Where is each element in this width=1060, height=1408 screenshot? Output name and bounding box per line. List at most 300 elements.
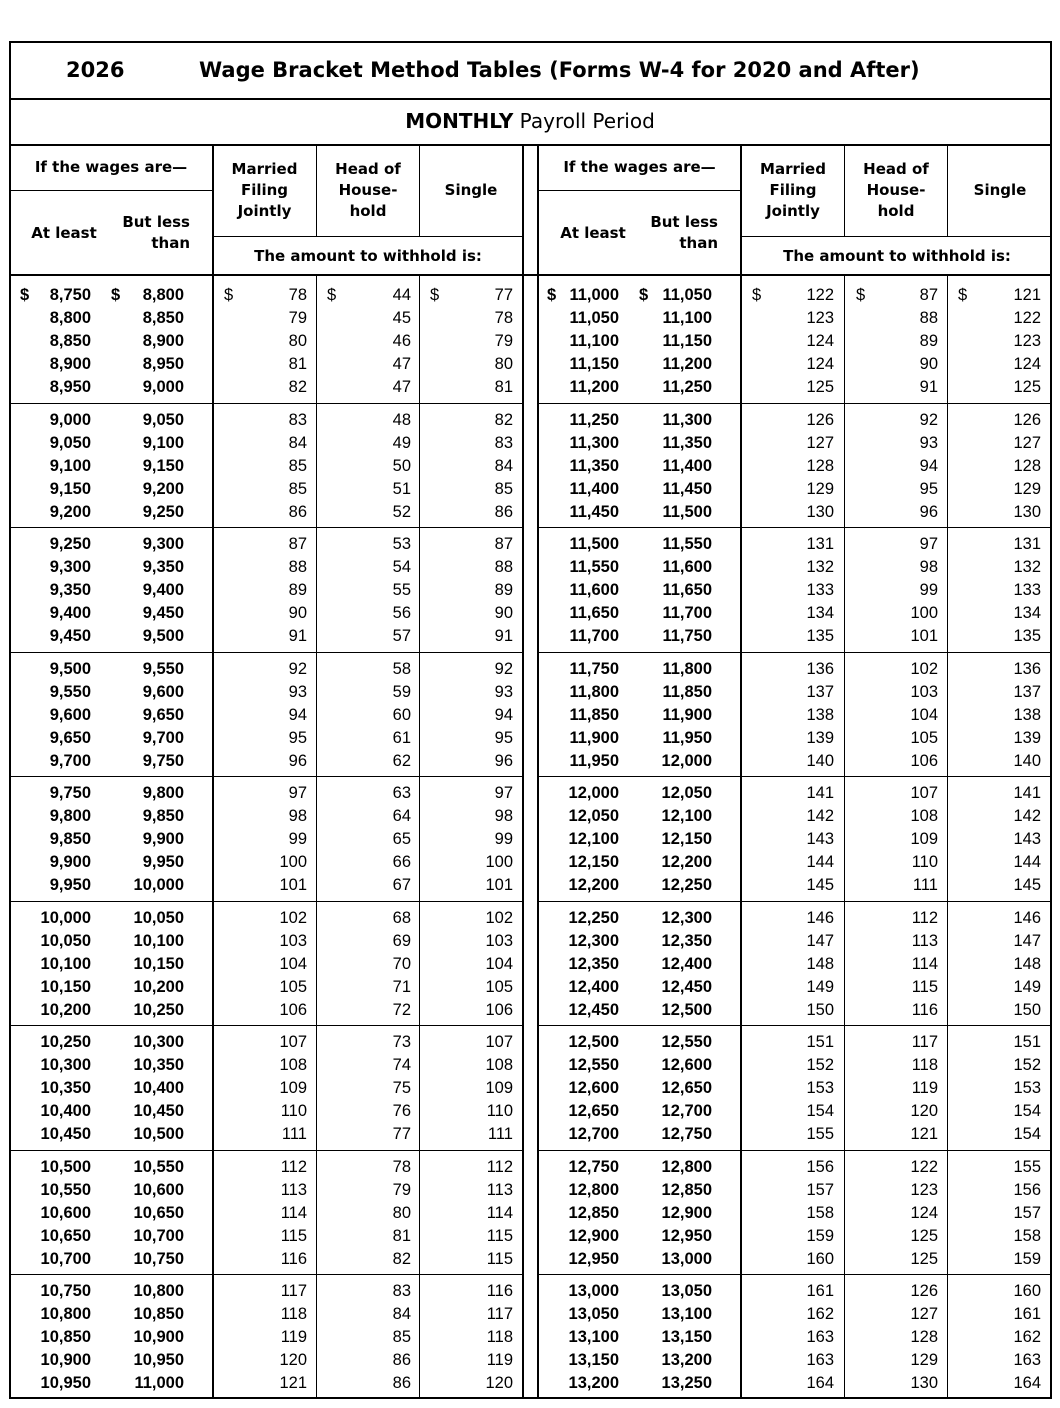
withhold-header-right: The amount to withhold is: — [783, 247, 1011, 265]
payroll-period — [0, 111, 1060, 131]
wage-at-least-left: 9,150 — [49, 479, 91, 498]
wage-at-least-right: 11,950 — [569, 751, 619, 770]
wage-but-less-than-right: 12,750 — [661, 1125, 712, 1143]
divider-v5 — [419, 276, 420, 1399]
withhold-single-left: 79 — [494, 332, 513, 350]
group-separator-right — [538, 1025, 1052, 1026]
wage-but-less-than-right: 12,150 — [661, 830, 712, 848]
withhold-head-right: 95 — [919, 479, 938, 498]
withhold-married-right: 163 — [806, 1351, 834, 1369]
wage-but-less-than-right: 12,400 — [661, 954, 712, 973]
withhold-single-right: 149 — [1013, 977, 1041, 996]
withhold-single-left: 115 — [486, 1249, 513, 1268]
withhold-head-left: 79 — [392, 1180, 411, 1199]
currency-symbol: $ — [547, 286, 557, 304]
withhold-head-left: 75 — [392, 1079, 411, 1097]
withhold-single-right: 128 — [1013, 456, 1041, 475]
wage-but-less-than-left: 8,900 — [142, 332, 184, 350]
withhold-married-left: 93 — [288, 682, 307, 701]
wage-but-less-than-left: 10,450 — [133, 1102, 184, 1120]
withhold-single-right: 150 — [1013, 1000, 1041, 1019]
wage-but-less-than-left: 9,100 — [142, 433, 184, 452]
withhold-married-left: 112 — [280, 1157, 307, 1176]
married-header-right: Married Filing Jointly — [760, 160, 826, 220]
wage-but-less-than-right: 13,200 — [661, 1351, 712, 1369]
withhold-married-right: 132 — [806, 558, 834, 576]
wage-at-least-left: 10,700 — [40, 1249, 91, 1268]
withhold-single-right: 157 — [1013, 1203, 1041, 1222]
withhold-single-left: 88 — [494, 558, 513, 576]
withhold-married-right: 133 — [806, 581, 834, 599]
group-separator-left — [9, 1025, 523, 1026]
wage-but-less-than-left: 9,300 — [142, 535, 184, 553]
wage-but-less-than-left: 10,100 — [133, 931, 184, 950]
wage-at-least-left: 9,700 — [49, 751, 91, 770]
wage-but-less-than-left: 10,950 — [133, 1351, 184, 1369]
wage-at-least-right: 12,500 — [568, 1033, 619, 1051]
withhold-married-right: 164 — [806, 1374, 834, 1392]
wage-at-least-left: 8,800 — [49, 309, 91, 327]
wage-at-least-left: 9,100 — [49, 456, 91, 475]
withhold-single-right: 144 — [1013, 853, 1041, 871]
wage-at-least-left: 9,400 — [49, 604, 91, 622]
withhold-married-left: 107 — [279, 1033, 307, 1051]
withhold-single-left: 117 — [486, 1305, 513, 1323]
withhold-married-right: 122 — [806, 286, 834, 304]
wage-at-least-left: 9,350 — [49, 581, 91, 599]
withhold-married-right: 126 — [806, 410, 834, 429]
wage-but-less-than-left: 9,650 — [142, 705, 184, 724]
at-least-left: At least — [31, 224, 97, 242]
currency-symbol: $ — [856, 286, 866, 304]
wage-but-less-than-left: 10,050 — [133, 908, 184, 927]
wage-but-less-than-left: 10,700 — [133, 1226, 184, 1245]
withhold-head-left: 70 — [392, 954, 411, 973]
wage-at-least-right: 11,150 — [569, 355, 619, 373]
withhold-head-left: 64 — [392, 807, 411, 825]
wage-but-less-than-left: 9,200 — [142, 479, 184, 498]
withhold-married-left: 97 — [288, 784, 307, 802]
currency-symbol: $ — [639, 286, 649, 304]
withhold-head-left: 80 — [392, 1203, 411, 1222]
withhold-head-right: 128 — [910, 1328, 938, 1346]
currency-symbol: $ — [20, 286, 30, 304]
wage-but-less-than-left: 9,850 — [142, 807, 184, 825]
wage-but-less-than-left: 10,750 — [133, 1249, 184, 1268]
wage-but-less-than-left: 10,200 — [133, 977, 184, 996]
wage-but-less-than-right: 11,600 — [662, 558, 712, 576]
withhold-married-left: 114 — [280, 1203, 307, 1222]
withhold-single-left: 81 — [494, 378, 513, 396]
withhold-head-right: 112 — [911, 908, 938, 927]
wage-at-least-right: 12,200 — [568, 876, 619, 894]
withhold-head-left: 51 — [392, 479, 411, 498]
withhold-head-left: 53 — [392, 535, 411, 553]
wage-at-least-right: 12,700 — [568, 1125, 619, 1143]
withhold-single-right: 154 — [1013, 1125, 1041, 1143]
wage-but-less-than-left: 10,800 — [133, 1282, 184, 1300]
wage-at-least-left: 10,750 — [40, 1282, 91, 1300]
withhold-married-left: 110 — [280, 1102, 307, 1120]
wage-at-least-left: 10,650 — [40, 1226, 91, 1245]
wage-at-least-right: 11,850 — [569, 705, 619, 724]
wage-but-less-than-right: 11,850 — [662, 682, 712, 701]
withhold-single-left: 118 — [486, 1328, 513, 1346]
withhold-single-left: 96 — [494, 751, 513, 770]
withhold-single-left: 109 — [485, 1079, 513, 1097]
wage-at-least-left: 10,400 — [40, 1102, 91, 1120]
withhold-married-left: 78 — [288, 286, 307, 304]
wage-but-less-than-left: 10,850 — [133, 1305, 184, 1323]
withhold-married-left: 81 — [288, 355, 307, 373]
withhold-single-right: 139 — [1013, 728, 1041, 747]
withhold-head-left: 74 — [392, 1056, 411, 1074]
wage-but-less-than-right: 11,100 — [662, 309, 712, 327]
withhold-married-right: 157 — [806, 1180, 834, 1199]
withhold-married-right: 147 — [806, 931, 834, 950]
wage-but-less-than-right: 11,050 — [662, 286, 712, 304]
wage-but-less-than-left: 10,300 — [133, 1033, 184, 1051]
withhold-head-left: 49 — [392, 433, 411, 452]
withhold-head-left: 84 — [392, 1305, 411, 1323]
withhold-head-left: 54 — [392, 558, 411, 576]
withhold-head-right: 117 — [911, 1033, 938, 1051]
wage-at-least-left: 10,450 — [40, 1125, 91, 1143]
withhold-head-left: 63 — [392, 784, 411, 802]
wage-at-least-left: 8,850 — [49, 332, 91, 350]
withhold-head-right: 91 — [919, 378, 938, 396]
wage-but-less-than-right: 12,350 — [661, 931, 712, 950]
withhold-head-right: 100 — [910, 604, 938, 622]
wage-at-least-right: 12,450 — [568, 1000, 619, 1019]
withhold-single-left: 84 — [494, 456, 513, 475]
wage-at-least-right: 12,750 — [568, 1157, 619, 1176]
wage-but-less-than-right: 13,000 — [661, 1249, 712, 1268]
withhold-head-right: 119 — [911, 1079, 938, 1097]
withhold-married-right: 140 — [806, 751, 834, 770]
withhold-head-left: 76 — [392, 1102, 411, 1120]
withhold-married-right: 129 — [806, 479, 834, 498]
wage-at-least-left: 8,950 — [49, 378, 91, 396]
withhold-married-right: 134 — [806, 604, 834, 622]
wage-but-less-than-right: 12,500 — [661, 1000, 712, 1019]
withhold-married-right: 124 — [806, 332, 834, 350]
table-title: Wage Bracket Method Tables (Forms W-4 for 2020 and After) — [199, 58, 920, 82]
withhold-married-left: 103 — [279, 931, 307, 950]
wage-at-least-right: 11,350 — [569, 456, 619, 475]
withhold-married-right: 161 — [806, 1282, 834, 1300]
wage-but-less-than-right: 11,500 — [662, 502, 712, 521]
withhold-head-left: 69 — [392, 931, 411, 950]
wage-but-less-than-left: 8,850 — [142, 309, 184, 327]
withhold-head-right: 114 — [911, 954, 938, 973]
withhold-head-left: 77 — [392, 1125, 411, 1143]
wage-at-least-left: 10,100 — [40, 954, 91, 973]
withhold-single-left: 87 — [494, 535, 513, 553]
at-least-right: At least — [560, 224, 626, 242]
wage-but-less-than-left: 9,950 — [142, 853, 184, 871]
withhold-single-left: 106 — [485, 1000, 513, 1019]
withhold-married-right: 145 — [806, 876, 834, 894]
wage-but-less-than-left: 9,350 — [142, 558, 184, 576]
withhold-single-left: 93 — [494, 682, 513, 701]
withhold-head-left: 85 — [392, 1328, 411, 1346]
wage-at-least-left: 10,000 — [40, 908, 91, 927]
wage-but-less-than-right: 11,250 — [662, 378, 712, 396]
divider-v8 — [740, 145, 742, 1399]
withhold-head-left: 46 — [392, 332, 411, 350]
single-header-right: Single — [973, 181, 1027, 199]
withhold-single-left: 111 — [487, 1125, 513, 1143]
wages-label-right: If the wages are— — [563, 158, 716, 176]
withhold-head-right: 96 — [919, 502, 938, 521]
withhold-single-right: 162 — [1013, 1328, 1041, 1346]
wage-at-least-left: 9,300 — [49, 558, 91, 576]
wage-but-less-than-right: 13,050 — [661, 1282, 712, 1300]
wage-but-less-than-left: 10,250 — [133, 1000, 184, 1019]
wage-at-least-left: 9,500 — [49, 659, 91, 678]
group-separator-left — [9, 652, 523, 653]
withhold-single-left: 78 — [494, 309, 513, 327]
withhold-head-left: 47 — [392, 378, 411, 396]
wage-but-less-than-right: 12,050 — [661, 784, 712, 802]
wage-but-less-than-left: 9,250 — [142, 502, 184, 521]
wage-but-less-than-right: 11,550 — [662, 535, 712, 553]
withhold-head-left: 65 — [392, 830, 411, 848]
withhold-single-left: 120 — [485, 1374, 513, 1392]
withhold-single-right: 158 — [1013, 1226, 1041, 1245]
wage-at-least-left: 10,600 — [40, 1203, 91, 1222]
currency-symbol: $ — [111, 286, 121, 304]
divider-v1 — [212, 145, 214, 1399]
wage-at-least-right: 12,800 — [568, 1180, 619, 1199]
withhold-single-right: 146 — [1013, 908, 1041, 927]
withhold-head-right: 129 — [910, 1351, 938, 1369]
withhold-head-right: 115 — [911, 977, 938, 996]
withhold-single-right: 131 — [1013, 535, 1041, 553]
group-separator-right — [538, 1150, 1052, 1151]
withhold-single-right: 137 — [1013, 682, 1041, 701]
withhold-single-left: 102 — [485, 908, 513, 927]
withhold-married-right: 162 — [806, 1305, 834, 1323]
withhold-married-right: 123 — [806, 309, 834, 327]
wage-but-less-than-right: 12,650 — [661, 1079, 712, 1097]
group-separator-left — [9, 1150, 523, 1151]
withhold-single-right: 151 — [1013, 1033, 1041, 1051]
wage-but-less-than-left: 10,000 — [133, 876, 184, 894]
wage-at-least-left: 10,300 — [40, 1056, 91, 1074]
wage-at-least-left: 10,150 — [40, 977, 91, 996]
withhold-married-left: 80 — [288, 332, 307, 350]
withhold-married-right: 156 — [806, 1157, 834, 1176]
withhold-married-left: 94 — [288, 705, 307, 724]
withhold-single-left: 104 — [485, 954, 513, 973]
withhold-single-left: 82 — [494, 410, 513, 429]
group-separator-left — [9, 776, 523, 777]
wage-but-less-than-left: 8,800 — [142, 286, 184, 304]
group-separator-right — [538, 652, 1052, 653]
withhold-married-left: 118 — [280, 1305, 307, 1323]
wage-at-least-right: 11,800 — [569, 682, 619, 701]
withhold-head-left: 50 — [392, 456, 411, 475]
wage-at-least-right: 11,200 — [569, 378, 619, 396]
wage-at-least-left: 9,550 — [49, 682, 91, 701]
withhold-single-right: 143 — [1013, 830, 1041, 848]
wage-but-less-than-right: 12,250 — [661, 876, 712, 894]
withhold-head-left: 72 — [392, 1000, 411, 1019]
withhold-head-right: 107 — [910, 784, 938, 802]
withhold-head-right: 94 — [919, 456, 938, 475]
wage-but-less-than-right: 11,650 — [662, 581, 712, 599]
wage-at-least-right: 12,150 — [568, 853, 619, 871]
wage-but-less-than-right: 12,900 — [661, 1203, 712, 1222]
withhold-single-right: 134 — [1013, 604, 1041, 622]
wage-but-less-than-left: 9,750 — [142, 751, 184, 770]
wage-at-least-left: 9,250 — [49, 535, 91, 553]
wage-at-least-left: 9,750 — [49, 784, 91, 802]
wage-but-less-than-right: 11,950 — [662, 728, 712, 747]
wage-but-less-than-left: 10,400 — [133, 1079, 184, 1097]
wage-at-least-right: 12,550 — [568, 1056, 619, 1074]
wage-but-less-than-left: 9,900 — [142, 830, 184, 848]
wage-but-less-than-left: 11,000 — [134, 1374, 184, 1392]
wage-but-less-than-right: 12,700 — [661, 1102, 712, 1120]
withhold-head-right: 127 — [910, 1305, 938, 1323]
withhold-single-left: 97 — [494, 784, 513, 802]
group-separator-right — [538, 527, 1052, 528]
withhold-single-right: 123 — [1013, 332, 1041, 350]
withhold-married-left: 99 — [288, 830, 307, 848]
wage-at-least-left: 10,850 — [40, 1328, 91, 1346]
withhold-married-left: 85 — [288, 456, 307, 475]
wage-but-less-than-left: 9,050 — [142, 410, 184, 429]
withhold-single-left: 119 — [486, 1351, 513, 1369]
wage-at-least-left: 9,800 — [49, 807, 91, 825]
wage-but-less-than-right: 11,700 — [662, 604, 712, 622]
wage-at-least-right: 11,750 — [569, 659, 619, 678]
wage-at-least-right: 12,850 — [568, 1203, 619, 1222]
withhold-single-right: 152 — [1013, 1056, 1041, 1074]
group-separator-right — [538, 776, 1052, 777]
wage-but-less-than-right: 11,400 — [662, 456, 712, 475]
wage-at-least-right: 11,700 — [569, 627, 619, 645]
withhold-married-left: 101 — [279, 876, 307, 894]
withhold-married-right: 155 — [806, 1125, 834, 1143]
wage-at-least-right: 11,600 — [569, 581, 619, 599]
withhold-single-left: 80 — [494, 355, 513, 373]
withhold-head-right: 105 — [910, 728, 938, 747]
withhold-head-right: 90 — [919, 355, 938, 373]
withhold-married-right: 150 — [806, 1000, 834, 1019]
withhold-head-right: 125 — [910, 1226, 938, 1245]
withhold-single-right: 163 — [1013, 1351, 1041, 1369]
wage-but-less-than-right: 11,200 — [662, 355, 712, 373]
withhold-married-left: 83 — [288, 410, 307, 429]
withhold-single-left: 108 — [485, 1056, 513, 1074]
withhold-head-left: 57 — [392, 627, 411, 645]
withhold-single-right: 164 — [1013, 1374, 1041, 1392]
group-separator-left — [9, 527, 523, 528]
wage-at-least-right: 12,900 — [568, 1226, 619, 1245]
withhold-married-right: 138 — [806, 705, 834, 724]
withhold-head-left: 83 — [392, 1282, 411, 1300]
wage-but-less-than-left: 9,450 — [142, 604, 184, 622]
withhold-married-left: 111 — [281, 1125, 307, 1143]
wage-at-least-right: 13,200 — [568, 1374, 619, 1392]
wage-at-least-right: 11,550 — [569, 558, 619, 576]
withhold-head-right: 120 — [910, 1102, 938, 1120]
withhold-married-left: 91 — [288, 627, 307, 645]
withhold-head-right: 113 — [911, 931, 938, 950]
withhold-married-left: 109 — [279, 1079, 307, 1097]
withhold-married-left: 121 — [279, 1374, 307, 1392]
withhold-head-right: 103 — [910, 682, 938, 701]
withhold-single-left: 89 — [494, 581, 513, 599]
wage-but-less-than-right: 13,250 — [661, 1374, 712, 1392]
withhold-divider-right — [741, 236, 1052, 237]
but-less-than-right: But less than — [650, 213, 718, 252]
wage-at-least-right: 12,350 — [568, 954, 619, 973]
withhold-single-right: 121 — [1013, 286, 1041, 304]
wage-but-less-than-left: 10,600 — [133, 1180, 184, 1199]
withhold-single-left: 92 — [494, 659, 513, 678]
withhold-married-right: 127 — [806, 433, 834, 452]
wage-but-less-than-left: 10,500 — [133, 1125, 184, 1143]
withhold-single-right: 133 — [1013, 581, 1041, 599]
wage-at-least-right: 12,300 — [568, 931, 619, 950]
withhold-single-right: 136 — [1013, 659, 1041, 678]
wage-at-least-left: 10,250 — [40, 1033, 91, 1051]
withhold-single-left: 83 — [494, 433, 513, 452]
withhold-married-right: 158 — [806, 1203, 834, 1222]
withhold-married-right: 131 — [806, 535, 834, 553]
withhold-married-right: 130 — [806, 502, 834, 521]
wage-at-least-right: 12,400 — [568, 977, 619, 996]
withhold-single-left: 98 — [494, 807, 513, 825]
withhold-single-right: 153 — [1013, 1079, 1041, 1097]
wage-at-least-right: 12,950 — [568, 1249, 619, 1268]
withhold-single-right: 130 — [1013, 502, 1041, 521]
withhold-married-left: 96 — [288, 751, 307, 770]
withhold-married-right: 136 — [806, 659, 834, 678]
period-divider — [9, 144, 1052, 146]
withhold-married-left: 117 — [280, 1282, 307, 1300]
payroll-period-bold: MONTHLY — [405, 109, 514, 133]
withhold-head-left: 59 — [392, 682, 411, 701]
wage-but-less-than-left: 10,150 — [133, 954, 184, 973]
withhold-married-left: 82 — [288, 378, 307, 396]
wage-at-least-left: 9,200 — [49, 502, 91, 521]
wage-but-less-than-right: 12,800 — [661, 1157, 712, 1176]
wage-at-least-right: 12,600 — [568, 1079, 619, 1097]
withhold-head-left: 78 — [392, 1157, 411, 1176]
wage-but-less-than-right: 11,300 — [662, 410, 712, 429]
withhold-married-left: 116 — [280, 1249, 307, 1268]
withhold-married-right: 125 — [806, 378, 834, 396]
wage-but-less-than-right: 11,800 — [662, 659, 712, 678]
withhold-head-right: 99 — [919, 581, 938, 599]
wage-but-less-than-right: 12,300 — [661, 908, 712, 927]
wage-at-least-right: 11,050 — [569, 309, 619, 327]
divider-v11 — [844, 276, 845, 1399]
withhold-head-right: 121 — [910, 1125, 938, 1143]
wage-but-less-than-left: 9,800 — [142, 784, 184, 802]
wage-at-least-left: 10,800 — [40, 1305, 91, 1323]
withhold-married-left: 106 — [279, 1000, 307, 1019]
withhold-single-right: 155 — [1013, 1157, 1041, 1176]
single-header-left: Single — [444, 181, 498, 199]
withhold-head-right: 102 — [910, 659, 938, 678]
